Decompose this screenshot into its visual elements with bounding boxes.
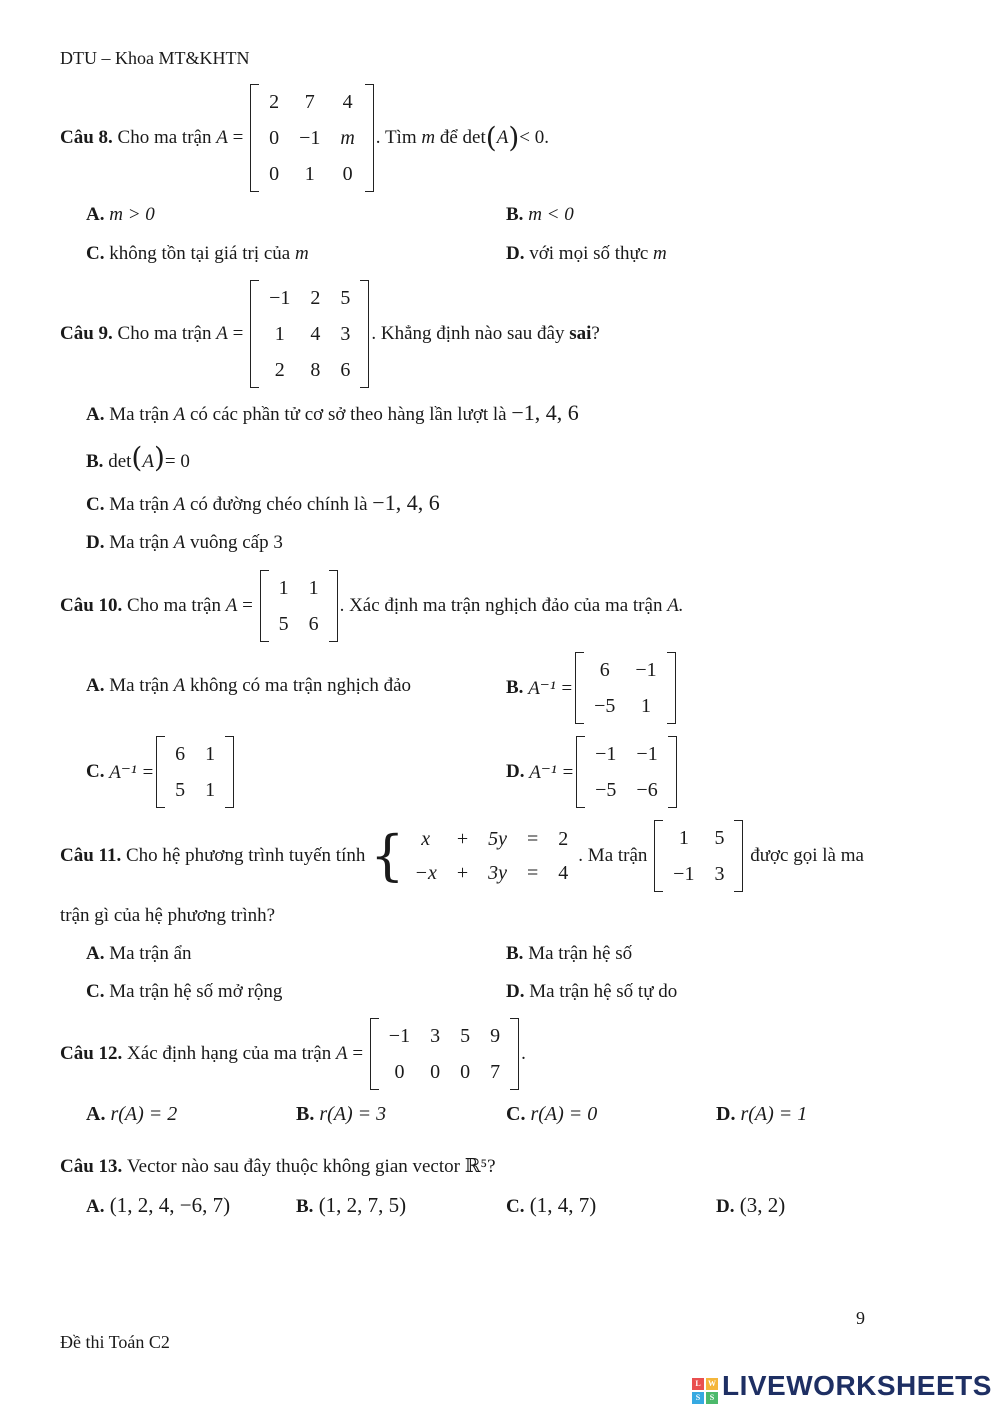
q11-matrix: 1 5 −1 3 (654, 820, 743, 892)
q8-option-c[interactable]: C. không tồn tại giá trị của m (86, 243, 309, 264)
q12-option-c[interactable]: C. r(A) = 0 (506, 1103, 598, 1125)
q11-option-d[interactable]: D. Ma trận hệ số tự do (506, 981, 678, 1002)
q12-matrix-name: A (335, 1043, 348, 1064)
q12-option-d[interactable]: D. r(A) = 1 (716, 1103, 808, 1125)
q12-matrix: −1 3 5 9 0 0 0 7 (370, 1018, 519, 1090)
q8-matrix-name: A (216, 127, 228, 148)
q8-option-a[interactable]: A. m > 0 (86, 204, 155, 225)
q12-prompt: Xác định hạng của ma trận (127, 1043, 332, 1064)
q9-prompt-tail: . Khẳng định nào sau đây (371, 323, 565, 344)
q11-option-b[interactable]: B. Ma trận hệ số (506, 943, 633, 964)
q8-prompt-tail-a: . Tìm (375, 127, 417, 148)
q9-bold-word: sai (569, 323, 592, 344)
q9-option-d[interactable]: D. Ma trận A vuông cấp 3 (86, 532, 283, 553)
q11-label: Câu 11. (60, 845, 122, 866)
q8-var-m: m (421, 127, 436, 148)
question-13: Câu 13. Vector nào sau đây thuộc không gian vector ℝ⁵? (60, 1156, 496, 1177)
q8-prompt-tail-b: để det (439, 127, 486, 148)
q10-b-matrix: 6 −1 −5 1 (575, 652, 676, 724)
q9-option-b[interactable]: B. det(A)= 0 (86, 441, 190, 474)
question-8: Câu 8. Cho ma trận A = 2 7 4 0 −1 m 0 1 0 . Tìm m để det ( A ) < 0. (60, 84, 549, 192)
q12-option-a[interactable]: A. r(A) = 2 (86, 1103, 178, 1125)
q11-option-a[interactable]: A. Ma trận ẩn (86, 943, 192, 964)
q10-option-a[interactable]: A. Ma trận A không có ma trận nghịch đảo (86, 675, 412, 696)
q8-matrix: 2 7 4 0 −1 m 0 1 0 (250, 84, 374, 192)
q10-option-c[interactable]: C. A⁻¹ = 6 1 5 1 (86, 736, 236, 808)
q13-option-a[interactable]: A. (1, 2, 4, −6, 7) (86, 1193, 231, 1217)
page-header: DTU – Khoa MT&KHTN (60, 48, 250, 68)
q10-option-b[interactable]: B. A⁻¹ = 6 −1 −5 1 (506, 652, 678, 724)
q12-option-b[interactable]: B. r(A) = 3 (296, 1103, 387, 1125)
q11-option-c[interactable]: C. Ma trận hệ số mở rộng (86, 981, 283, 1002)
q9-option-a[interactable]: A. Ma trận A có các phần tử cơ sở theo hàng lần lượt là −1, 4, 6 (86, 400, 579, 425)
footer-title: Đề thi Toán C2 (60, 1332, 170, 1352)
q8-prompt-tail-c: < 0. (519, 127, 549, 148)
q10-label: Câu 10. (60, 595, 123, 616)
q8-label: Câu 8. (60, 127, 113, 148)
q10-prompt-tail: . Xác định ma trận nghịch đảo của ma trận (339, 595, 663, 616)
q9-label: Câu 9. (60, 323, 113, 344)
q9-matrix: −1 2 5 1 4 3 2 8 6 (250, 280, 369, 388)
q9-matrix-name: A (216, 323, 228, 344)
q10-matrix-name: A (225, 595, 238, 616)
q11-prompt: Cho hệ phương trình tuyến tính (126, 845, 366, 866)
q8-option-b[interactable]: B. m < 0 (506, 204, 574, 225)
q13-label: Câu 13. (60, 1156, 123, 1177)
q11-prompt-mid: . Ma trận (578, 845, 648, 866)
question-9: Câu 9. Cho ma trận A = −1 2 5 1 4 3 2 8 6 . Khẳng định nào sau đây sai ? (60, 280, 600, 388)
q11-prompt-tail: được gọi là ma (750, 845, 864, 866)
q13-option-b[interactable]: B. (1, 2, 7, 5) (296, 1193, 407, 1217)
page-number: 9 (856, 1308, 865, 1328)
question-12: Câu 12. Xác định hạng của ma trận A = −1 3 5 9 0 0 0 7 . (60, 1018, 526, 1090)
q10-c-matrix: 6 1 5 1 (156, 736, 234, 808)
q13-space: ℝ⁵ (464, 1156, 488, 1177)
liveworksheets-logo-icon: L W S S (692, 1378, 718, 1404)
q10-d-matrix: −1 −1 −5 −6 (576, 736, 677, 808)
question-10: Câu 10. Cho ma trận A = 1 1 5 6 . Xác định ma trận nghịch đảo của ma trận A. (60, 570, 684, 642)
q9-prompt: Cho ma trận (117, 323, 212, 344)
q13-option-c[interactable]: C. (1, 4, 7) (506, 1193, 597, 1217)
q10-option-d[interactable]: D. A⁻¹ = −1 −1 −5 −6 (506, 736, 679, 808)
q12-label: Câu 12. (60, 1043, 123, 1064)
q11-system: x + 5y = 2 −x + 3y = 4 (414, 828, 569, 884)
question-11: Câu 11. Cho hệ phương trình tuyến tính { x + 5y = 2 −x + 3y = 4 . Ma trận 1 5 −1 3 được gọi là ma (60, 820, 864, 892)
q8-option-d[interactable]: D. với mọi số thực m (506, 243, 667, 264)
q11-prompt-line2: trận gì của hệ phương trình? (60, 905, 276, 926)
q13-option-d[interactable]: D. (3, 2) (716, 1193, 786, 1217)
q10-prompt: Cho ma trận (127, 595, 221, 616)
q13-prompt: Vector nào sau đây thuộc không gian vector (127, 1156, 460, 1177)
q9-option-c[interactable]: C. Ma trận A có đường chéo chính là −1, 4, 6 (86, 490, 440, 515)
liveworksheets-logo[interactable] (692, 1370, 992, 1404)
q8-prompt: Cho ma trận (117, 127, 212, 148)
q8-cond-var: A (496, 127, 509, 148)
q10-matrix: 1 1 5 6 (260, 570, 338, 642)
liveworksheets-logo-text: LIVEWORKSHEETS (722, 1370, 992, 1401)
